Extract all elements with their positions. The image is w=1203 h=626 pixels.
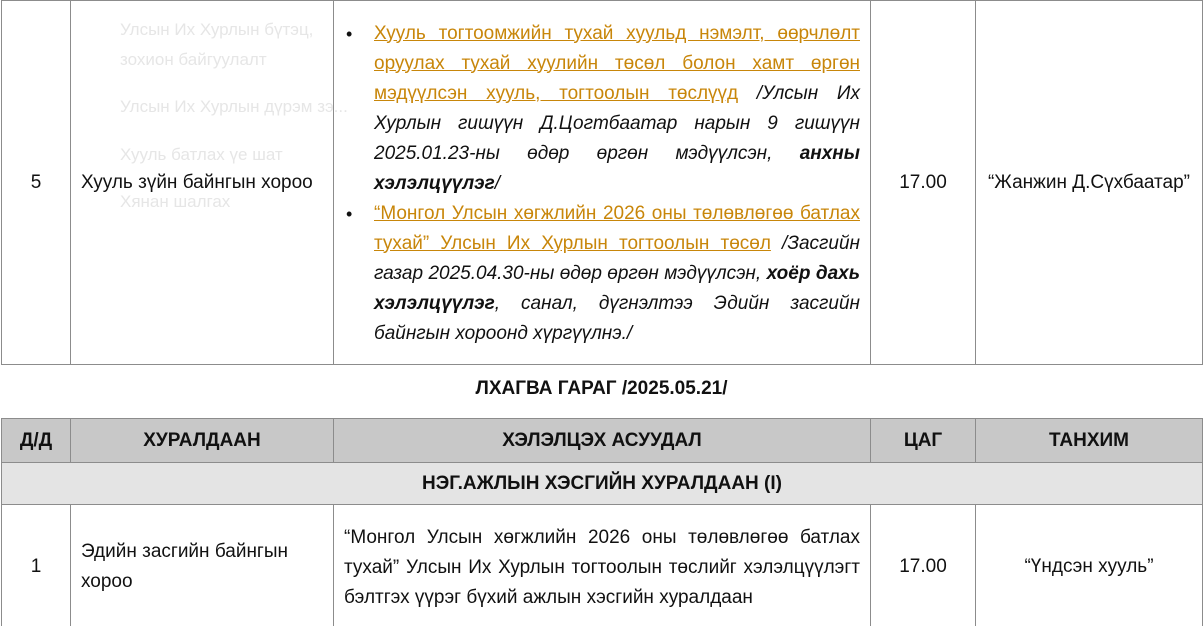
table-row — [2, 505, 1203, 626]
topic-stage: хоёр дахь хэлэлцүүлэг — [374, 262, 860, 314]
day-heading: ЛХАГВА ГАРАГ /2025.05.21/ — [475, 378, 728, 399]
ghost-menu-text-4: Хууль батлах үе шат — [120, 145, 283, 164]
row-number: 5 — [2, 1, 71, 365]
topic-text: “Монгол Улсын хөгжлийн 2026 оны төлөвлөгөө батлах тухай” Улсын Их Хурлын тогтоолын төслийг хэлэлцүүлэгт бэлтгэх үүрэг бүхий ажлын хэсгийн хуралдаан — [334, 505, 871, 626]
table-row — [2, 1, 1203, 365]
ghost-menu-text-5: Хянан шалгах — [120, 192, 231, 211]
header-number: Д/Д — [2, 419, 71, 463]
topic-item — [346, 199, 860, 349]
header-room: ТАНХИМ — [976, 419, 1203, 463]
meeting-time: 17.00 — [871, 505, 976, 626]
schedule-table-top — [1, 0, 1203, 365]
topic-note-end: / — [494, 172, 501, 194]
header-time: ЦАГ — [871, 419, 976, 463]
bullet-icon: • — [346, 203, 353, 224]
ghost-menu-text-3: Улсын Их Хурлын дүрэм зэ... — [120, 97, 348, 116]
bullet-icon: • — [346, 23, 353, 44]
topic-note: /Засгийн газар 2025.04.30-ны өдөр өргөн мэдүүлсэн, — [374, 232, 861, 284]
section-row — [2, 463, 1203, 505]
schedule-table-bottom — [1, 418, 1203, 626]
topic-note-end: , санал, дүгнэлтээ Эдийн засгийн байнгын хороонд хүргүүлнэ./ — [374, 292, 860, 344]
topic-link[interactable]: Хууль тогтоомжийн тухай хуульд нэмэлт, өөрчлөлт оруулах тухай хуулийн төсөл болон хамт өргөн мэдүүлсэн хууль, тогтоолын төслүүд — [374, 22, 860, 104]
topic-note: /Улсын Их Хурлын гишүүн Д.Цогтбаатар нарын 9 гишүүн 2025.01.23-ны өдөр өргөн мэдүүлсэн, — [374, 82, 860, 164]
topics-cell — [334, 1, 871, 365]
ghost-menu-text-2: зохион байгуулалт — [120, 50, 267, 69]
section-title: НЭГ.АЖЛЫН ХЭСГИЙН ХУРАЛДААН (I) — [2, 463, 1203, 505]
topic-link[interactable]: “Монгол Улсын хөгжлийн 2026 оны төлөвлөгөө батлах тухай” Улсын Их Хурлын тогтоолын төсөл — [374, 202, 860, 254]
header-topic: ХЭЛЭЛЦЭХ АСУУДАЛ — [334, 419, 871, 463]
meeting-room: “Жанжин Д.Сүхбаатар” — [976, 1, 1203, 365]
committee-name: Хууль зүйн байнгын хороо — [71, 1, 334, 365]
meeting-room: “Үндсэн хууль” — [976, 505, 1203, 626]
row-number: 1 — [2, 505, 71, 626]
table-header-row — [2, 419, 1203, 463]
meeting-time: 17.00 — [871, 1, 976, 365]
topic-list — [346, 19, 860, 349]
header-meeting: ХУРАЛДААН — [71, 419, 334, 463]
ghost-menu-text-1: Улсын Их Хурлын бүтэц, — [120, 20, 314, 39]
topic-stage: анхны хэлэлцүүлэг — [374, 142, 860, 194]
committee-name: Эдийн засгийн байнгын хороо — [71, 505, 334, 626]
topic-item — [346, 19, 860, 199]
